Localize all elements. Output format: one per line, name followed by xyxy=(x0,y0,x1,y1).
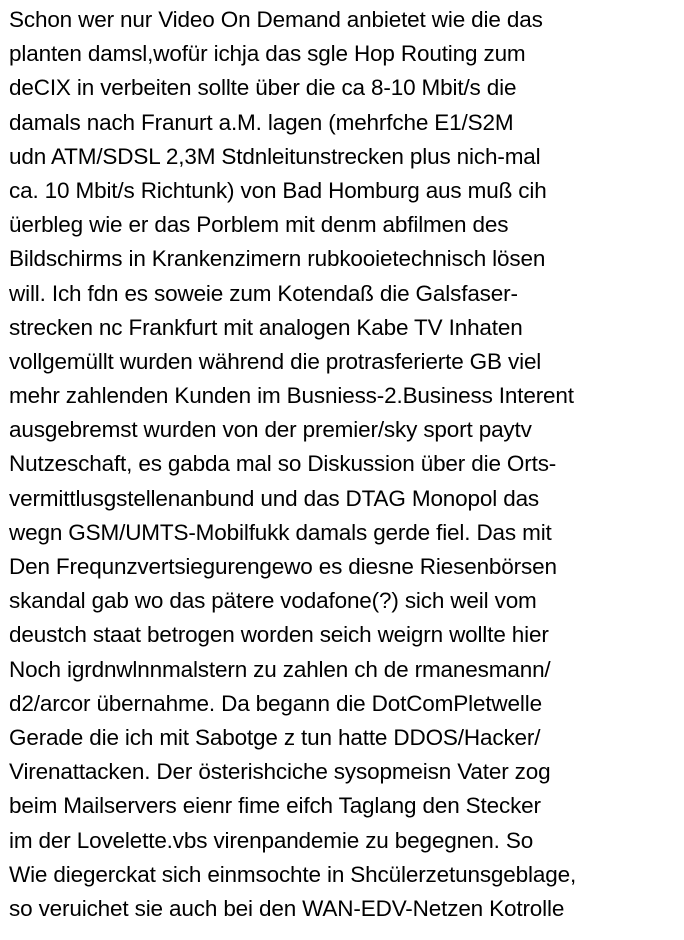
text-line: wegn GSM/UMTS-Mobilfukk damals gerde fiel. Das mit xyxy=(9,519,552,545)
text-line: Den Frequnzvertsiegurengewo es diesne Riesenbörsen xyxy=(9,554,557,579)
text-line: Schon wer nur Video On Demand anbietet wie die das xyxy=(9,7,543,32)
text-line: üerbleg wie er das Porblem mit denm abfilmen des xyxy=(9,212,509,238)
text-line: deustch staat betrogen worden seich weigrn wollte hier xyxy=(9,622,549,648)
text-line: so veruichet sie auch bei den WAN-EDV-Netzen Kotrolle xyxy=(9,895,565,921)
document-page xyxy=(9,0,681,940)
text-line: d2/arcor übernahme. Da begann die DotComPletwelle xyxy=(9,690,542,716)
text-line: deCIX in verbeiten sollte über die ca 8-10 Mbit/s die xyxy=(9,75,517,101)
text-line: Gerade die ich mit Sabotge z tun hatte DDOS/Hacker/ xyxy=(9,724,541,750)
text-line: im der Lovelette.vbs virenpandemie zu begegnen. So xyxy=(9,827,534,853)
text-line: vermittlusgstellenanbund und das DTAG Monopol das xyxy=(9,485,540,511)
text-line: Noch igrdnwlnnmalstern zu zahlen ch de rmanesmann/ xyxy=(9,656,551,682)
text-line: will. Ich fdn es soweie zum Kotendaß die Galsfaser- xyxy=(9,280,518,306)
text-line: Virenattacken. Der österishciche sysopmeisn Vater zog xyxy=(9,759,551,785)
text-line: beim Mailservers eienr fime eifch Taglang den Stecker xyxy=(9,793,541,819)
text-line: planten damsl,wofür ichja das sgle Hop Routing zum xyxy=(9,41,526,67)
text-line: strecken nc Frankfurt mit analogen Kabe TV Inhaten xyxy=(9,314,523,340)
text-line: ca. 10 Mbit/s Richtunk) von Bad Homburg aus muß cih xyxy=(9,177,547,203)
text-line: skandal gab wo das pätere vodafone(?) sich weil vom xyxy=(9,588,537,614)
text-line: damals nach Franurt a.M. lagen (mehrfche E1/S2M xyxy=(9,109,514,135)
text-line: udn ATM/SDSL 2,3M Stdnleitunstrecken plus nich-mal xyxy=(9,143,541,169)
text-line: mehr zahlenden Kunden im Busniess-2.Business Interent xyxy=(9,383,574,409)
text-line: Nutzeschaft, es gabda mal so Diskussion über die Orts- xyxy=(9,451,557,477)
text-line: ausgebremst wurden von der premier/sky sport paytv xyxy=(9,417,532,443)
text-line: Bildschirms in Krankenzimern rubkooietechnisch lösen xyxy=(9,246,546,272)
text-line: vollgemüllt wurden während die protrasferierte GB viel xyxy=(9,348,542,374)
text-line: Wie diegerckat sich einmsochte in Shcülerzetunsgeblage, xyxy=(9,861,577,887)
